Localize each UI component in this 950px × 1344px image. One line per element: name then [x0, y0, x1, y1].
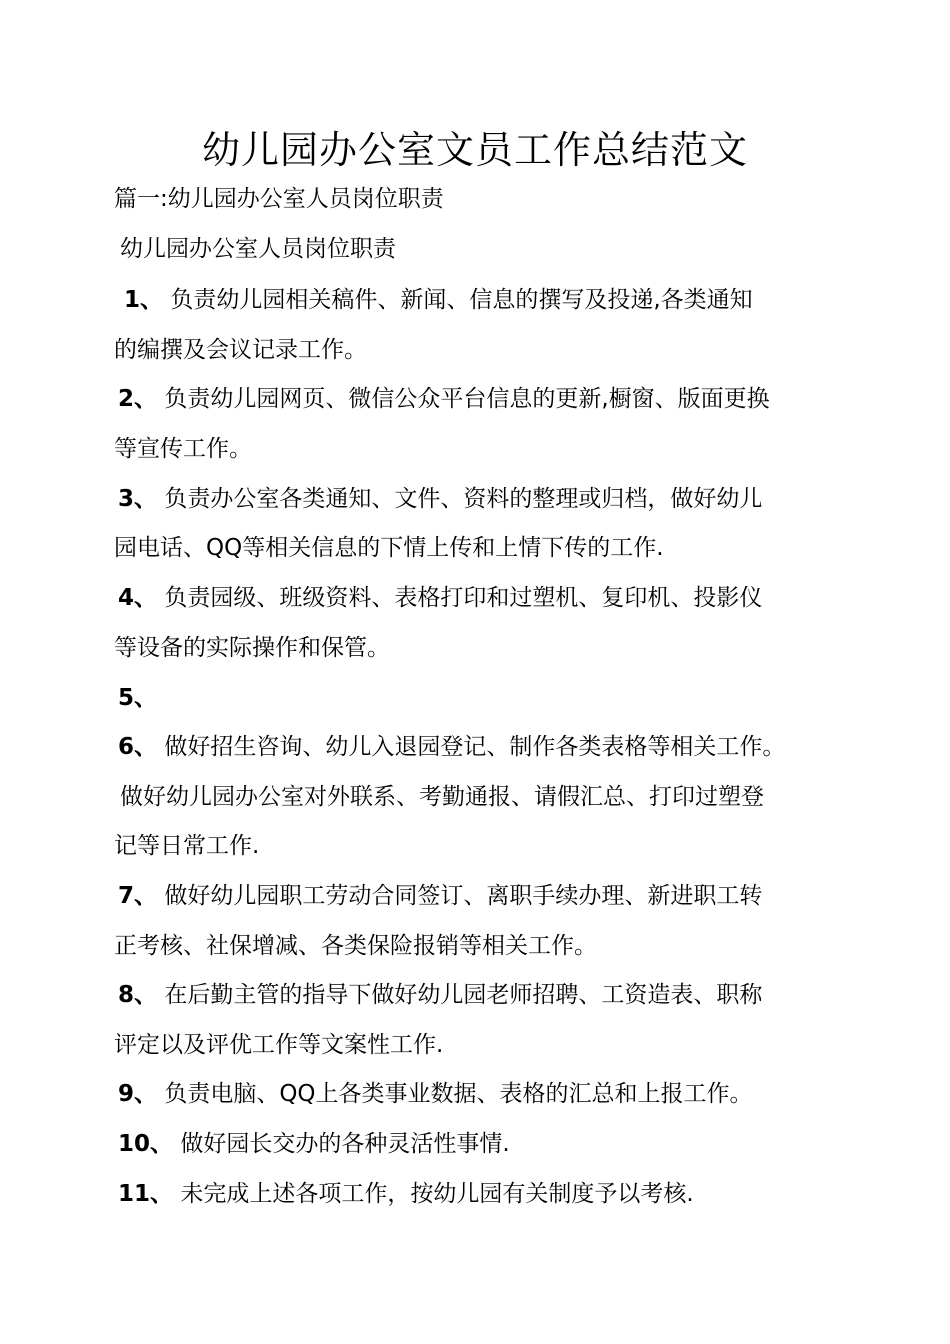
list-text: 正考核、社保增减、各类保险报销等相关工作。 — [114, 933, 597, 959]
list-text: 做好幼儿园办公室对外联系、考勤通报、请假汇总、打印过塑登 — [120, 784, 764, 810]
list-item-1 — [124, 282, 753, 318]
list-item-8 — [118, 977, 762, 1013]
list-number: 2、 — [118, 386, 158, 412]
document-title: 幼儿园办公室文员工作总结范文 — [201, 128, 748, 172]
list-item-2-cont — [114, 431, 252, 467]
list-item-6-cont — [120, 779, 764, 815]
section-heading: 篇一:幼儿园办公室人员岗位职责 — [114, 186, 444, 212]
list-item-6-cont2 — [114, 828, 259, 864]
list-text: 做好幼儿园职工劳动合同签订、离职手续办理、新进职工转 — [164, 883, 763, 909]
list-text: 负责园级、班级资料、表格打印和过塑机、复印机、投影仪 — [164, 585, 763, 611]
list-item-8-cont — [114, 1027, 443, 1063]
list-item-10 — [118, 1126, 510, 1162]
list-number: 5、 — [118, 685, 158, 711]
list-number: 6、 — [118, 734, 158, 760]
subheading: 幼儿园办公室人员岗位职责 — [120, 236, 396, 262]
list-text: 负责幼儿园网页、微信公众平台信息的更新,橱窗、版面更换 — [164, 386, 770, 412]
list-text: 未完成上述各项工作，按幼儿园有关制度予以考核. — [180, 1181, 694, 1207]
list-item-5 — [118, 680, 157, 716]
list-text: 负责办公室各类通知、文件、资料的整理或归档，做好幼儿 — [164, 486, 763, 512]
list-text: 负责幼儿园相关稿件、新闻、信息的撰写及投递,各类通知 — [170, 287, 753, 313]
list-number: 8、 — [118, 982, 158, 1008]
list-number: 10、 — [118, 1131, 174, 1157]
list-item-7-cont — [114, 928, 597, 964]
list-number: 9、 — [118, 1081, 158, 1107]
list-number: 4、 — [118, 585, 158, 611]
list-item-3 — [118, 481, 762, 517]
list-item-9 — [118, 1076, 753, 1112]
list-number: 1、 — [124, 287, 164, 313]
list-text: 等宣传工作。 — [114, 436, 252, 462]
list-item-11 — [118, 1176, 694, 1212]
list-item-3-cont — [114, 530, 664, 566]
list-text: 园电话、QQ等相关信息的下情上传和上情下传的工作. — [114, 535, 664, 561]
list-number: 7、 — [118, 883, 158, 909]
list-item-4-cont — [114, 630, 390, 666]
list-text: 做好招生咨询、幼儿入退园登记、制作各类表格等相关工作。 — [164, 734, 786, 760]
list-number: 11、 — [118, 1181, 174, 1207]
list-text: 做好园长交办的各种灵活性事情. — [180, 1131, 510, 1157]
list-text: 在后勤主管的指导下做好幼儿园老师招聘、工资造表、职称 — [164, 982, 763, 1008]
list-number: 3、 — [118, 486, 158, 512]
list-item-2 — [118, 381, 770, 417]
list-item-4 — [118, 580, 762, 616]
list-item-7 — [118, 878, 762, 914]
list-text: 等设备的实际操作和保管。 — [114, 635, 390, 661]
list-text: 负责电脑、QQ上各类事业数据、表格的汇总和上报工作。 — [164, 1081, 753, 1107]
list-text: 记等日常工作. — [114, 833, 260, 859]
list-text: 的编撰及会议记录工作。 — [114, 337, 367, 363]
list-item-1-cont — [114, 332, 367, 368]
list-item-6 — [118, 729, 785, 765]
list-text: 评定以及评优工作等文案性工作. — [114, 1032, 444, 1058]
